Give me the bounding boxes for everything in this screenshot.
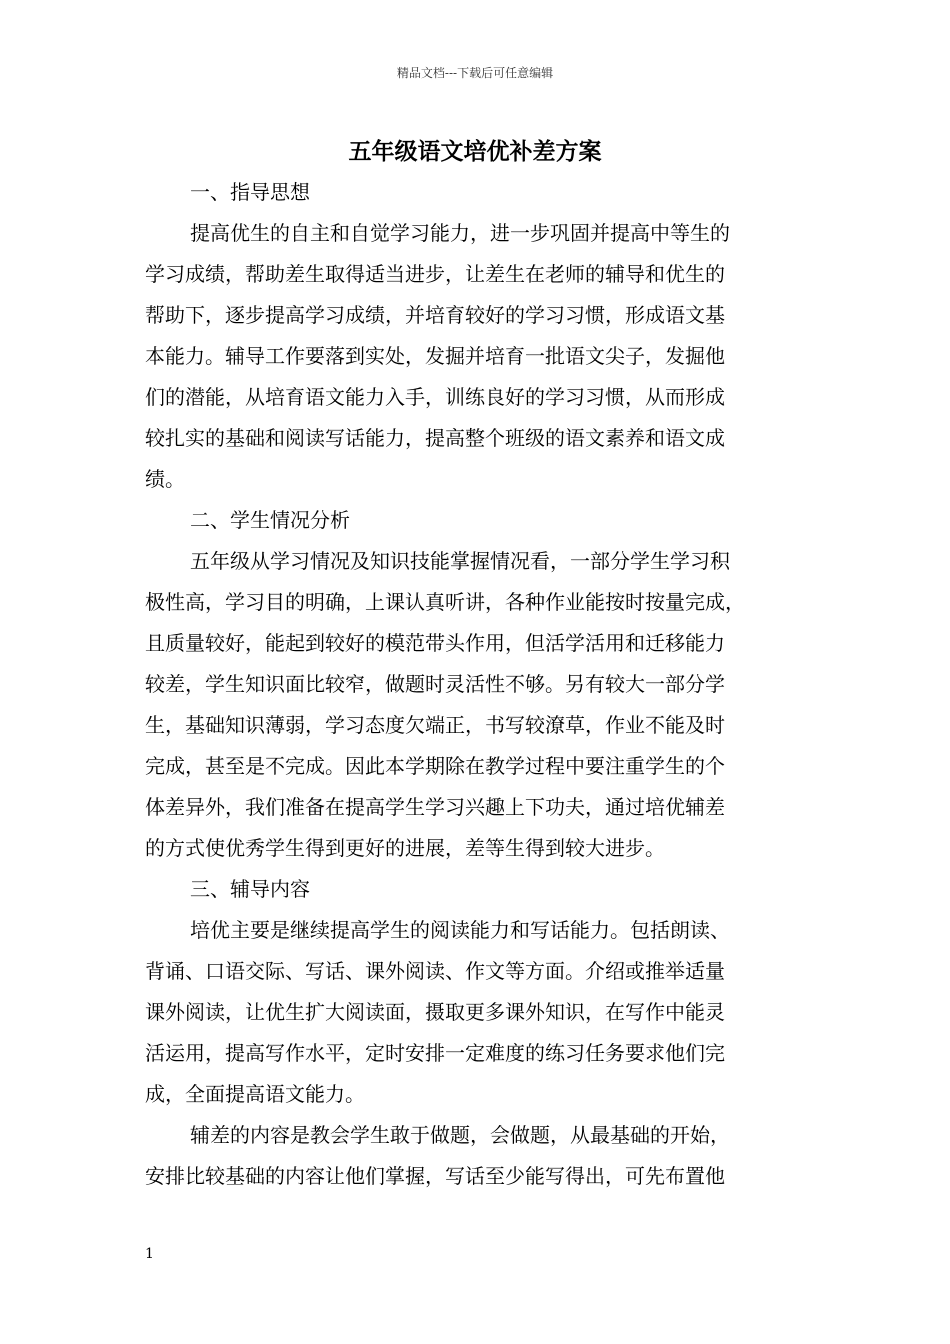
text-line: 辅差的内容是教会学生敢于做题，会做题，从最基础的开始， <box>190 1123 730 1147</box>
text-line: 背诵、口语交际、写话、课外阅读、作文等方面。介绍或推举适量 <box>145 959 725 983</box>
text-line: 活运用，提高写作水平，定时安排一定难度的练习任务要求他们完 <box>145 1041 725 1065</box>
text-line: 完成，甚至是不完成。因此本学期除在教学过程中要注重学生的个 <box>145 754 725 778</box>
text-line: 较扎实的基础和阅读写话能力，提高整个班级的语文素养和语文成 <box>145 426 725 450</box>
document-body <box>145 172 817 1197</box>
page-number: 1 <box>145 1246 154 1262</box>
text-line: 三、辅导内容 <box>190 877 310 901</box>
text-line: 体差异外，我们准备在提高学生学习兴趣上下功夫，通过培优辅差 <box>145 795 725 819</box>
text-line: 提高优生的自主和自觉学习能力，进一步巩固并提高中等生的 <box>190 221 730 245</box>
paragraph-1 <box>145 213 817 500</box>
section-heading-1 <box>145 172 817 213</box>
paragraph-4 <box>145 1115 817 1197</box>
text-line: 成，全面提高语文能力。 <box>145 1082 365 1106</box>
paragraph-3 <box>145 910 817 1115</box>
text-line: 安排比较基础的内容让他们掌握，写话至少能写得出，可先布置他 <box>145 1164 725 1188</box>
text-line: 生，基础知识薄弱，学习态度欠端正，书写较潦草，作业不能及时 <box>145 713 725 737</box>
text-line: 且质量较好，能起到较好的模范带头作用，但活学活用和迁移能力 <box>145 631 725 655</box>
text-line: 本能力。辅导工作要落到实处，发掘并培育一批语文尖子，发掘他 <box>145 344 725 368</box>
paragraph-2 <box>145 541 817 869</box>
text-line: 一、指导思想 <box>190 180 310 204</box>
text-line: 们的潜能，从培育语文能力入手，训练良好的学习习惯，从而形成 <box>145 385 725 409</box>
text-line: 较差，学生知识面比较窄，做题时灵活性不够。另有较大一部分学 <box>145 672 725 696</box>
document-title: 五年级语文培优补差方案 <box>348 138 602 165</box>
text-line: 绩。 <box>145 467 185 491</box>
text-line: 二、学生情况分析 <box>190 508 350 532</box>
text-line: 课外阅读，让优生扩大阅读面，摄取更多课外知识，在写作中能灵 <box>145 1000 725 1024</box>
text-line: 帮助下，逐步提高学习成绩，并培育较好的学习习惯，形成语文基 <box>145 303 725 327</box>
text-line: 五年级从学习情况及知识技能掌握情况看，一部分学生学习积 <box>190 549 730 573</box>
page-header: 精品文档---下载后可任意编辑 <box>396 66 554 80</box>
section-heading-3 <box>145 869 817 910</box>
text-line: 极性高，学习目的明确，上课认真听讲，各种作业能按时按量完成， <box>145 590 745 614</box>
text-line: 学习成绩，帮助差生取得适当进步，让差生在老师的辅导和优生的 <box>145 262 725 286</box>
section-heading-2 <box>145 500 817 541</box>
text-line: 培优主要是继续提高学生的阅读能力和写话能力。包括朗读、 <box>190 918 730 942</box>
text-line: 的方式使优秀学生得到更好的进展，差等生得到较大进步。 <box>145 836 665 860</box>
